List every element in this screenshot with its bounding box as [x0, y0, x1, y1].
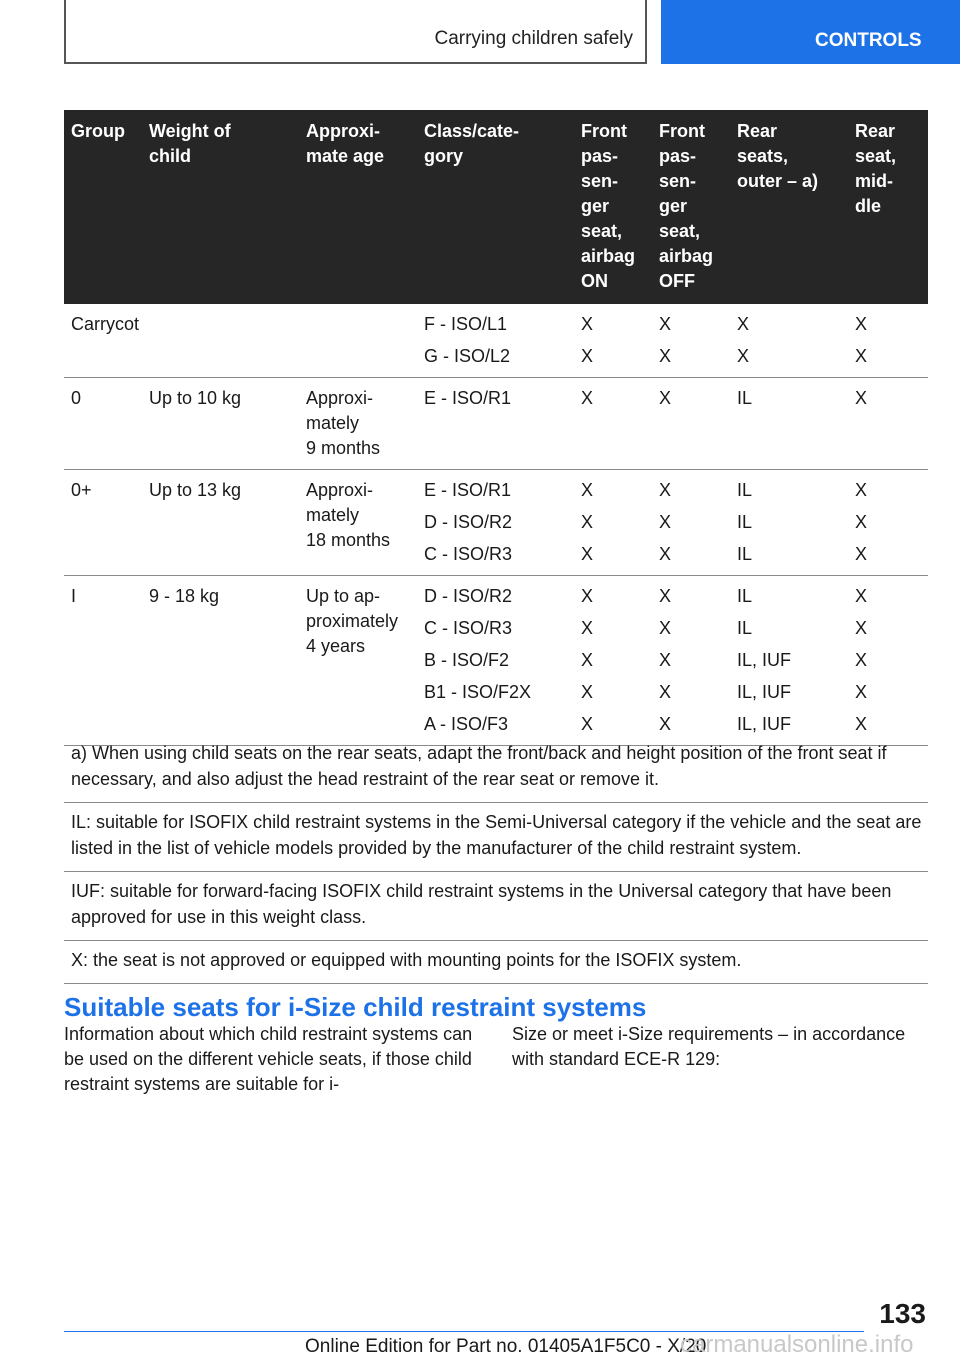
cell-front-airbag-off-value: X — [659, 714, 672, 734]
footnote-x: X: the seat is not approved or equipped with mounting points for the ISOFIX system. — [64, 941, 928, 984]
cell-rear-middle-value: X — [855, 714, 868, 734]
child-seat-table — [64, 110, 928, 746]
cell-front-airbag-off — [652, 378, 730, 470]
cell-rear-middle-value: X — [855, 650, 868, 670]
cell-front-airbag-off-value: X — [659, 586, 672, 606]
cell-class — [417, 576, 574, 746]
cell-front-airbag-off-value: X — [659, 512, 672, 532]
cell-front-airbag-off — [652, 304, 730, 378]
table-row — [64, 872, 928, 941]
cell-group-value: Carrycot — [71, 314, 140, 334]
cell-front-airbag-off-value: X — [659, 618, 672, 638]
table-row — [64, 734, 928, 803]
table-row — [64, 304, 928, 378]
col-header-group: Group — [64, 110, 142, 304]
cell-front-airbag-off-value: X — [659, 544, 672, 564]
table-row — [64, 470, 928, 576]
cell-rear-middle — [848, 576, 928, 746]
col-header-weight: Weight of child — [142, 110, 299, 304]
cell-front-airbag-on-value: X — [581, 544, 594, 564]
cell-weight-value: Up to 10 kg — [149, 388, 242, 408]
cell-rear-outer — [730, 576, 848, 746]
cell-class-value: C - ISO/R3 — [424, 618, 513, 638]
header-box — [64, 0, 647, 64]
cell-front-airbag-on-value: X — [581, 586, 594, 606]
cell-front-airbag-on-value: X — [581, 480, 594, 500]
footnotes-table — [64, 734, 928, 984]
cell-rear-outer-value: IL — [737, 544, 753, 564]
header-chapter-tab[interactable]: CONTROLS — [661, 0, 960, 64]
col-header-age: Approxi- mate age — [299, 110, 417, 304]
table-row — [64, 378, 928, 470]
cell-group-value: I — [71, 586, 77, 606]
cell-front-airbag-off-value: X — [659, 682, 672, 702]
cell-front-airbag-on — [574, 576, 652, 746]
cell-rear-outer-value: IL, IUF — [737, 650, 792, 670]
cell-rear-middle — [848, 470, 928, 576]
cell-class-value: E - ISO/R1 — [424, 480, 512, 500]
cell-front-airbag-on — [574, 378, 652, 470]
cell-class-value: B - ISO/F2 — [424, 650, 510, 670]
cell-rear-middle — [848, 378, 928, 470]
cell-rear-middle-value: X — [855, 346, 868, 366]
cell-class-value: B1 - ISO/F2X — [424, 682, 532, 702]
col-header-front-airbag-on: Front pas- sen- ger seat, airbag ON — [574, 110, 652, 304]
cell-front-airbag-on-value: X — [581, 618, 594, 638]
cell-weight — [142, 378, 299, 470]
cell-class-value: C - ISO/R3 — [424, 544, 513, 564]
cell-weight-value: Up to 13 kg — [149, 480, 242, 500]
cell-group — [64, 576, 142, 746]
cell-front-airbag-on-value: X — [581, 314, 594, 334]
cell-front-airbag-on-value: X — [581, 714, 594, 734]
cell-class-value: F - ISO/L1 — [424, 314, 508, 334]
cell-rear-outer-value: IL, IUF — [737, 682, 792, 702]
page-number: 133 — [879, 1298, 926, 1329]
cell-group-value: 0 — [71, 388, 82, 408]
cell-front-airbag-on-value: X — [581, 682, 594, 702]
footnote-il: IL: suitable for ISOFIX child restraint systems in the Semi-Universal category if the vehicle and the seat are listed in the list of vehicle models provided by the manufacturer of the child restraint system. — [64, 803, 928, 872]
cell-front-airbag-off — [652, 576, 730, 746]
cell-group — [64, 470, 142, 576]
table-row — [64, 576, 928, 746]
cell-age — [299, 304, 417, 378]
cell-rear-outer-value: IL — [737, 388, 753, 408]
cell-front-airbag-on — [574, 304, 652, 378]
cell-class — [417, 304, 574, 378]
cell-age-value: Approxi- mately 9 months — [306, 388, 381, 458]
cell-rear-outer-value: IL — [737, 618, 753, 638]
cell-front-airbag-off-value: X — [659, 388, 672, 408]
cell-rear-middle-value: X — [855, 586, 868, 606]
cell-front-airbag-off-value: X — [659, 314, 672, 334]
cell-rear-outer — [730, 470, 848, 576]
table-row — [64, 941, 928, 984]
cell-weight — [142, 470, 299, 576]
cell-age-value: Up to ap- proximately 4 years — [306, 586, 399, 656]
table-header-row — [64, 110, 928, 304]
cell-front-airbag-on-value: X — [581, 346, 594, 366]
body-text-right: Size or meet i-Size requirements – in accordance with standard ECE-R 129: — [512, 1024, 906, 1069]
cell-rear-middle-value: X — [855, 388, 868, 408]
footnote-a: a) When using child seats on the rear seats, adapt the front/back and height position of the front seat if necessary, and also adjust the head restraint of the rear seat or remove it. — [64, 734, 928, 803]
cell-front-airbag-off — [652, 470, 730, 576]
col-header-rear-outer: Rear seats, outer – a) — [730, 110, 848, 304]
watermark-logo: carmanualsonline.info — [680, 1331, 914, 1358]
cell-group — [64, 378, 142, 470]
col-header-rear-middle: Rear seat, mid- dle — [848, 110, 928, 304]
cell-rear-middle-value: X — [855, 682, 868, 702]
cell-rear-outer-value: X — [737, 314, 750, 334]
footnote-iuf: IUF: suitable for forward-facing ISOFIX child restraint systems in the Universal category that have been approved for use in this weight class. — [64, 872, 928, 941]
cell-rear-outer — [730, 304, 848, 378]
cell-class-value: D - ISO/R2 — [424, 512, 513, 532]
cell-front-airbag-off-value: X — [659, 346, 672, 366]
cell-group — [64, 304, 142, 378]
cell-rear-outer — [730, 378, 848, 470]
cell-rear-outer-value: IL — [737, 586, 753, 606]
cell-rear-outer-value: X — [737, 346, 750, 366]
cell-front-airbag-on — [574, 470, 652, 576]
cell-age-value: Approxi- mately 18 months — [306, 480, 391, 550]
table-row — [64, 803, 928, 872]
footer-edition: Online Edition for Part no. 01405A1F5C0 - X/20 — [305, 1336, 707, 1357]
cell-age — [299, 470, 417, 576]
cell-age — [299, 576, 417, 746]
cell-rear-outer-value: IL, IUF — [737, 714, 792, 734]
cell-class-value: E - ISO/R1 — [424, 388, 512, 408]
cell-weight-value: 9 - 18 kg — [149, 586, 220, 606]
cell-front-airbag-on-value: X — [581, 512, 594, 532]
body-text-left: Information about which child restraint systems can be used on the different vehicle seats, if those child restraint systems are suitable for i- — [64, 1024, 473, 1094]
cell-rear-outer-value: IL — [737, 480, 753, 500]
cell-class — [417, 470, 574, 576]
cell-class-value: G - ISO/L2 — [424, 346, 511, 366]
cell-class-value: D - ISO/R2 — [424, 586, 513, 606]
cell-rear-middle-value: X — [855, 544, 868, 564]
cell-rear-middle-value: X — [855, 512, 868, 532]
col-header-class: Class/cate- gory — [417, 110, 574, 304]
cell-rear-middle-value: X — [855, 314, 868, 334]
cell-group-value: 0+ — [71, 480, 92, 500]
section-heading: Suitable seats for i-Size child restraint systems — [64, 992, 647, 1022]
cell-rear-middle-value: X — [855, 480, 868, 500]
header-section-title: Carrying children safely — [434, 28, 633, 49]
cell-age — [299, 378, 417, 470]
col-header-front-airbag-off: Front pas- sen- ger seat, airbag OFF — [652, 110, 730, 304]
cell-front-airbag-on-value: X — [581, 388, 594, 408]
cell-rear-middle-value: X — [855, 618, 868, 638]
cell-front-airbag-on-value: X — [581, 650, 594, 670]
cell-rear-middle — [848, 304, 928, 378]
cell-weight — [142, 576, 299, 746]
cell-class — [417, 378, 574, 470]
cell-front-airbag-off-value: X — [659, 650, 672, 670]
cell-weight — [142, 304, 299, 378]
cell-front-airbag-off-value: X — [659, 480, 672, 500]
cell-class-value: A - ISO/F3 — [424, 714, 509, 734]
cell-rear-outer-value: IL — [737, 512, 753, 532]
